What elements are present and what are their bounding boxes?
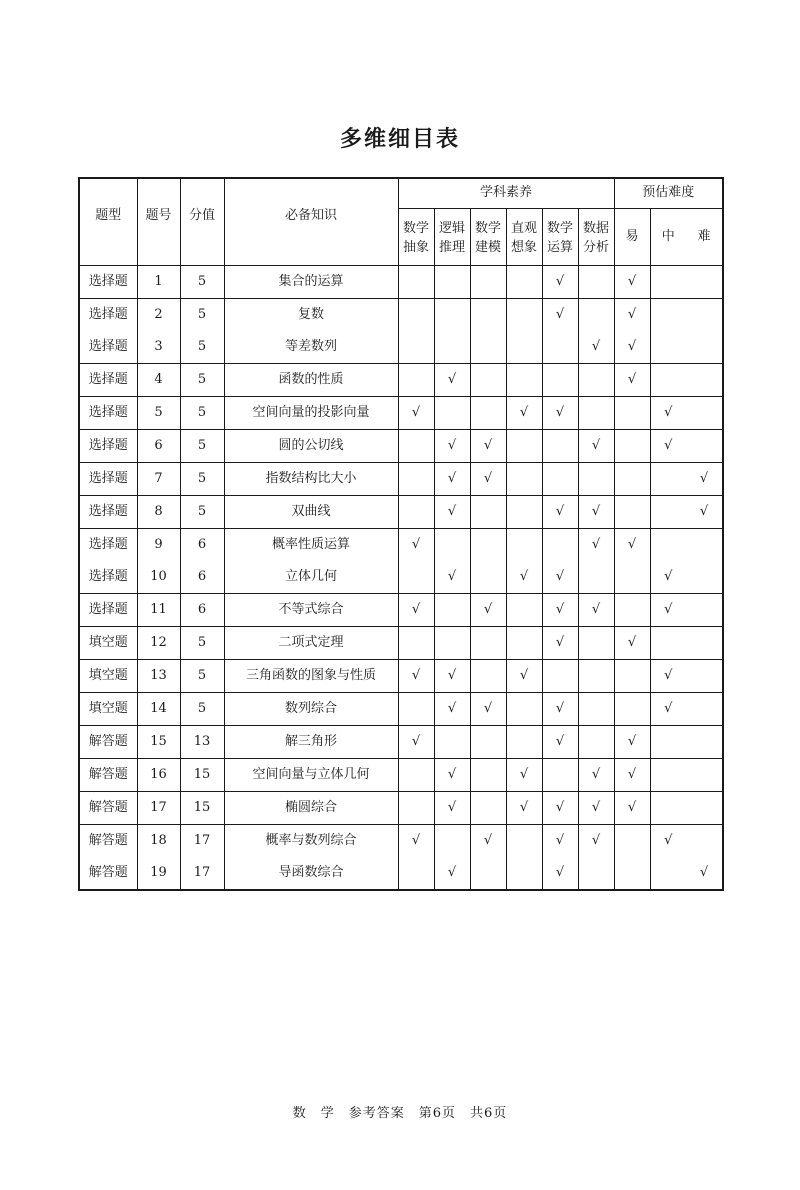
cell-literacy-1 (398, 792, 434, 825)
table-row (79, 825, 723, 858)
cell-number: 19 (137, 857, 180, 890)
header-literacy-1: 数学 抽象 (398, 208, 434, 265)
cell-literacy-5 (542, 331, 578, 364)
cell-literacy-5 (542, 660, 578, 693)
cell-difficulty-3 (686, 397, 723, 430)
cell-literacy-3 (470, 529, 506, 562)
cell-difficulty-3 (686, 299, 723, 332)
cell-number: 5 (137, 397, 180, 430)
cell-literacy-3 (470, 496, 506, 529)
cell-literacy-6 (578, 693, 614, 726)
table-row (79, 529, 723, 562)
check-mark: √ (506, 759, 542, 792)
check-mark: √ (578, 496, 614, 529)
cell-number: 3 (137, 331, 180, 364)
cell-score: 6 (180, 594, 224, 627)
check-mark: √ (398, 397, 434, 430)
table-row (79, 792, 723, 825)
cell-knowledge: 数列综合 (224, 693, 398, 726)
header-difficulty-group: 预估难度 (614, 178, 723, 208)
check-mark: √ (398, 726, 434, 759)
check-mark: √ (578, 759, 614, 792)
cell-difficulty-3 (686, 529, 723, 562)
cell-difficulty-2 (650, 857, 686, 890)
cell-difficulty-1 (614, 825, 650, 858)
check-mark: √ (578, 430, 614, 463)
cell-literacy-3 (470, 397, 506, 430)
cell-type: 选择题 (79, 430, 137, 463)
cell-literacy-3 (470, 660, 506, 693)
check-mark: √ (470, 430, 506, 463)
check-mark: √ (398, 825, 434, 858)
cell-literacy-6 (578, 397, 614, 430)
cell-literacy-5 (542, 430, 578, 463)
check-mark: √ (434, 792, 470, 825)
cell-literacy-2 (434, 825, 470, 858)
cell-knowledge: 立体几何 (224, 561, 398, 594)
cell-literacy-3 (470, 266, 506, 299)
cell-score: 5 (180, 299, 224, 332)
cell-number: 8 (137, 496, 180, 529)
cell-number: 1 (137, 266, 180, 299)
cell-type: 选择题 (79, 561, 137, 594)
check-mark: √ (434, 430, 470, 463)
cell-difficulty-2 (650, 496, 686, 529)
cell-difficulty-1 (614, 496, 650, 529)
check-mark: √ (542, 857, 578, 890)
check-mark: √ (434, 364, 470, 397)
cell-difficulty-1 (614, 397, 650, 430)
cell-score: 5 (180, 397, 224, 430)
cell-difficulty-3 (686, 430, 723, 463)
cell-literacy-1 (398, 364, 434, 397)
cell-knowledge: 函数的性质 (224, 364, 398, 397)
check-mark: √ (578, 594, 614, 627)
cell-knowledge: 等差数列 (224, 331, 398, 364)
check-mark: √ (506, 561, 542, 594)
cell-literacy-1 (398, 693, 434, 726)
cell-difficulty-2 (650, 266, 686, 299)
cell-literacy-5 (542, 364, 578, 397)
page-title: 多维细目表 (339, 127, 460, 152)
cell-type: 解答题 (79, 825, 137, 858)
cell-difficulty-3 (686, 331, 723, 364)
cell-score: 6 (180, 561, 224, 594)
cell-literacy-1 (398, 266, 434, 299)
cell-literacy-3 (470, 857, 506, 890)
cell-difficulty-2 (650, 364, 686, 397)
table-row (79, 496, 723, 529)
cell-knowledge: 导函数综合 (224, 857, 398, 890)
cell-difficulty-3 (686, 364, 723, 397)
cell-score: 5 (180, 660, 224, 693)
cell-score: 5 (180, 364, 224, 397)
table-row (79, 266, 723, 299)
cell-score: 5 (180, 331, 224, 364)
header-literacy-4: 直观 想象 (506, 208, 542, 265)
check-mark: √ (398, 529, 434, 562)
header-type: 题型 (79, 178, 137, 266)
cell-knowledge: 复数 (224, 299, 398, 332)
table-row (79, 364, 723, 397)
table-row (79, 759, 723, 792)
cell-literacy-1 (398, 627, 434, 660)
cell-number: 4 (137, 364, 180, 397)
cell-difficulty-3 (686, 693, 723, 726)
table-row (79, 660, 723, 693)
table-row (79, 331, 723, 364)
cell-score: 13 (180, 726, 224, 759)
cell-number: 10 (137, 561, 180, 594)
table-row (79, 299, 723, 332)
header-literacy-2: 逻辑 推理 (434, 208, 470, 265)
header-difficulty-2: 中 (650, 208, 686, 265)
cell-literacy-2 (434, 299, 470, 332)
check-mark: √ (578, 331, 614, 364)
check-mark: √ (650, 825, 686, 858)
cell-type: 选择题 (79, 463, 137, 496)
cell-score: 5 (180, 430, 224, 463)
cell-score: 5 (180, 627, 224, 660)
check-mark: √ (542, 397, 578, 430)
check-mark: √ (398, 594, 434, 627)
cell-difficulty-1 (614, 660, 650, 693)
cell-literacy-3 (470, 726, 506, 759)
cell-literacy-1 (398, 430, 434, 463)
cell-difficulty-1 (614, 430, 650, 463)
cell-score: 5 (180, 463, 224, 496)
cell-number: 6 (137, 430, 180, 463)
cell-number: 9 (137, 529, 180, 562)
cell-difficulty-3 (686, 759, 723, 792)
check-mark: √ (434, 660, 470, 693)
cell-knowledge: 椭圆综合 (224, 792, 398, 825)
check-mark: √ (542, 561, 578, 594)
table-row (79, 693, 723, 726)
check-mark: √ (434, 759, 470, 792)
cell-knowledge: 三角函数的图象与性质 (224, 660, 398, 693)
cell-literacy-1 (398, 496, 434, 529)
cell-literacy-2 (434, 397, 470, 430)
cell-knowledge: 概率与数列综合 (224, 825, 398, 858)
cell-literacy-4 (506, 857, 542, 890)
cell-number: 7 (137, 463, 180, 496)
cell-type: 填空题 (79, 627, 137, 660)
cell-literacy-2 (434, 726, 470, 759)
check-mark: √ (614, 529, 650, 562)
cell-difficulty-2 (650, 331, 686, 364)
table-row (79, 857, 723, 890)
cell-knowledge: 二项式定理 (224, 627, 398, 660)
cell-number: 17 (137, 792, 180, 825)
check-mark: √ (650, 594, 686, 627)
cell-literacy-4 (506, 726, 542, 759)
check-mark: √ (506, 397, 542, 430)
check-mark: √ (650, 660, 686, 693)
cell-literacy-3 (470, 561, 506, 594)
check-mark: √ (578, 825, 614, 858)
cell-literacy-6 (578, 561, 614, 594)
check-mark: √ (614, 299, 650, 332)
check-mark: √ (434, 463, 470, 496)
cell-difficulty-1 (614, 693, 650, 726)
cell-difficulty-2 (650, 627, 686, 660)
table-row (79, 397, 723, 430)
check-mark: √ (434, 496, 470, 529)
cell-difficulty-1 (614, 857, 650, 890)
cell-literacy-3 (470, 331, 506, 364)
check-mark: √ (470, 463, 506, 496)
cell-literacy-2 (434, 331, 470, 364)
cell-difficulty-3 (686, 266, 723, 299)
check-mark: √ (470, 825, 506, 858)
cell-difficulty-2 (650, 792, 686, 825)
cell-difficulty-1 (614, 561, 650, 594)
check-mark: √ (542, 496, 578, 529)
cell-type: 选择题 (79, 529, 137, 562)
cell-type: 选择题 (79, 594, 137, 627)
cell-literacy-2 (434, 529, 470, 562)
cell-literacy-2 (434, 594, 470, 627)
check-mark: √ (542, 825, 578, 858)
cell-knowledge: 概率性质运算 (224, 529, 398, 562)
cell-literacy-6 (578, 726, 614, 759)
cell-literacy-1 (398, 759, 434, 792)
cell-number: 12 (137, 627, 180, 660)
table-row (79, 726, 723, 759)
table-row (79, 463, 723, 496)
table-row (79, 430, 723, 463)
cell-difficulty-3 (686, 825, 723, 858)
cell-literacy-6 (578, 299, 614, 332)
cell-literacy-4 (506, 496, 542, 529)
header-literacy-6: 数据 分析 (578, 208, 614, 265)
cell-literacy-4 (506, 331, 542, 364)
check-mark: √ (614, 726, 650, 759)
cell-literacy-5 (542, 463, 578, 496)
cell-knowledge: 圆的公切线 (224, 430, 398, 463)
check-mark: √ (650, 397, 686, 430)
cell-difficulty-3 (686, 561, 723, 594)
cell-number: 13 (137, 660, 180, 693)
cell-score: 5 (180, 266, 224, 299)
cell-difficulty-2 (650, 726, 686, 759)
check-mark: √ (470, 693, 506, 726)
cell-literacy-1 (398, 857, 434, 890)
cell-type: 选择题 (79, 266, 137, 299)
cell-difficulty-3 (686, 594, 723, 627)
cell-difficulty-2 (650, 463, 686, 496)
cell-literacy-1 (398, 299, 434, 332)
page-footer: 数 学 参考答案 第6页 共6页 (292, 1106, 508, 1121)
cell-literacy-6 (578, 463, 614, 496)
cell-literacy-6 (578, 364, 614, 397)
cell-type: 解答题 (79, 759, 137, 792)
cell-score: 15 (180, 759, 224, 792)
check-mark: √ (650, 430, 686, 463)
cell-type: 解答题 (79, 792, 137, 825)
cell-type: 填空题 (79, 660, 137, 693)
cell-literacy-4 (506, 463, 542, 496)
cell-knowledge: 空间向量与立体几何 (224, 759, 398, 792)
cell-literacy-3 (470, 364, 506, 397)
cell-literacy-5 (542, 759, 578, 792)
check-mark: √ (434, 857, 470, 890)
cell-difficulty-3 (686, 726, 723, 759)
cell-literacy-4 (506, 825, 542, 858)
cell-literacy-1 (398, 331, 434, 364)
cell-literacy-3 (470, 627, 506, 660)
check-mark: √ (434, 561, 470, 594)
cell-number: 15 (137, 726, 180, 759)
cell-literacy-3 (470, 299, 506, 332)
cell-score: 6 (180, 529, 224, 562)
check-mark: √ (686, 857, 723, 890)
cell-knowledge: 双曲线 (224, 496, 398, 529)
check-mark: √ (470, 594, 506, 627)
header-knowledge: 必备知识 (224, 178, 398, 266)
check-mark: √ (542, 594, 578, 627)
check-mark: √ (542, 299, 578, 332)
cell-type: 解答题 (79, 726, 137, 759)
cell-number: 2 (137, 299, 180, 332)
cell-literacy-2 (434, 266, 470, 299)
header-literacy-3: 数学 建模 (470, 208, 506, 265)
cell-difficulty-3 (686, 627, 723, 660)
cell-literacy-4 (506, 693, 542, 726)
cell-difficulty-2 (650, 529, 686, 562)
check-mark: √ (614, 627, 650, 660)
check-mark: √ (578, 792, 614, 825)
cell-literacy-4 (506, 627, 542, 660)
cell-literacy-6 (578, 857, 614, 890)
check-mark: √ (506, 660, 542, 693)
table-row (79, 627, 723, 660)
cell-score: 5 (180, 496, 224, 529)
cell-difficulty-2 (650, 759, 686, 792)
cell-literacy-4 (506, 594, 542, 627)
check-mark: √ (614, 331, 650, 364)
check-mark: √ (542, 693, 578, 726)
cell-knowledge: 空间向量的投影向量 (224, 397, 398, 430)
cell-literacy-2 (434, 627, 470, 660)
check-mark: √ (614, 759, 650, 792)
check-mark: √ (614, 364, 650, 397)
table-row (79, 594, 723, 627)
cell-type: 选择题 (79, 299, 137, 332)
header-difficulty-3: 难 (686, 208, 723, 265)
cell-score: 15 (180, 792, 224, 825)
cell-literacy-1 (398, 561, 434, 594)
cell-literacy-4 (506, 364, 542, 397)
header-score: 分值 (180, 178, 224, 266)
cell-knowledge: 解三角形 (224, 726, 398, 759)
check-mark: √ (398, 660, 434, 693)
check-mark: √ (650, 693, 686, 726)
cell-number: 14 (137, 693, 180, 726)
cell-type: 选择题 (79, 331, 137, 364)
cell-number: 18 (137, 825, 180, 858)
cell-difficulty-3 (686, 792, 723, 825)
cell-type: 选择题 (79, 496, 137, 529)
table-row (79, 561, 723, 594)
cell-literacy-4 (506, 529, 542, 562)
cell-number: 16 (137, 759, 180, 792)
cell-literacy-1 (398, 463, 434, 496)
cell-literacy-6 (578, 660, 614, 693)
check-mark: √ (686, 463, 723, 496)
check-mark: √ (542, 792, 578, 825)
cell-literacy-6 (578, 266, 614, 299)
check-mark: √ (542, 266, 578, 299)
check-mark: √ (506, 792, 542, 825)
check-mark: √ (686, 496, 723, 529)
cell-literacy-4 (506, 299, 542, 332)
cell-type: 选择题 (79, 364, 137, 397)
check-mark: √ (578, 529, 614, 562)
cell-difficulty-2 (650, 299, 686, 332)
cell-literacy-5 (542, 529, 578, 562)
header-literacy-5: 数学 运算 (542, 208, 578, 265)
header-literacy-group: 学科素养 (398, 178, 614, 208)
check-mark: √ (542, 726, 578, 759)
cell-literacy-3 (470, 792, 506, 825)
cell-score: 17 (180, 857, 224, 890)
check-mark: √ (614, 792, 650, 825)
cell-type: 填空题 (79, 693, 137, 726)
cell-difficulty-1 (614, 463, 650, 496)
cell-difficulty-3 (686, 660, 723, 693)
cell-number: 11 (137, 594, 180, 627)
cell-difficulty-1 (614, 594, 650, 627)
cell-score: 5 (180, 693, 224, 726)
cell-literacy-3 (470, 759, 506, 792)
check-mark: √ (614, 266, 650, 299)
cell-literacy-4 (506, 430, 542, 463)
cell-literacy-6 (578, 627, 614, 660)
check-mark: √ (542, 627, 578, 660)
cell-knowledge: 指数结构比大小 (224, 463, 398, 496)
check-mark: √ (434, 693, 470, 726)
cell-type: 选择题 (79, 397, 137, 430)
specification-table (78, 177, 724, 891)
cell-literacy-4 (506, 266, 542, 299)
header-difficulty-1: 易 (614, 208, 650, 265)
check-mark: √ (650, 561, 686, 594)
cell-type: 解答题 (79, 857, 137, 890)
header-number: 题号 (137, 178, 180, 266)
cell-knowledge: 集合的运算 (224, 266, 398, 299)
cell-knowledge: 不等式综合 (224, 594, 398, 627)
cell-score: 17 (180, 825, 224, 858)
